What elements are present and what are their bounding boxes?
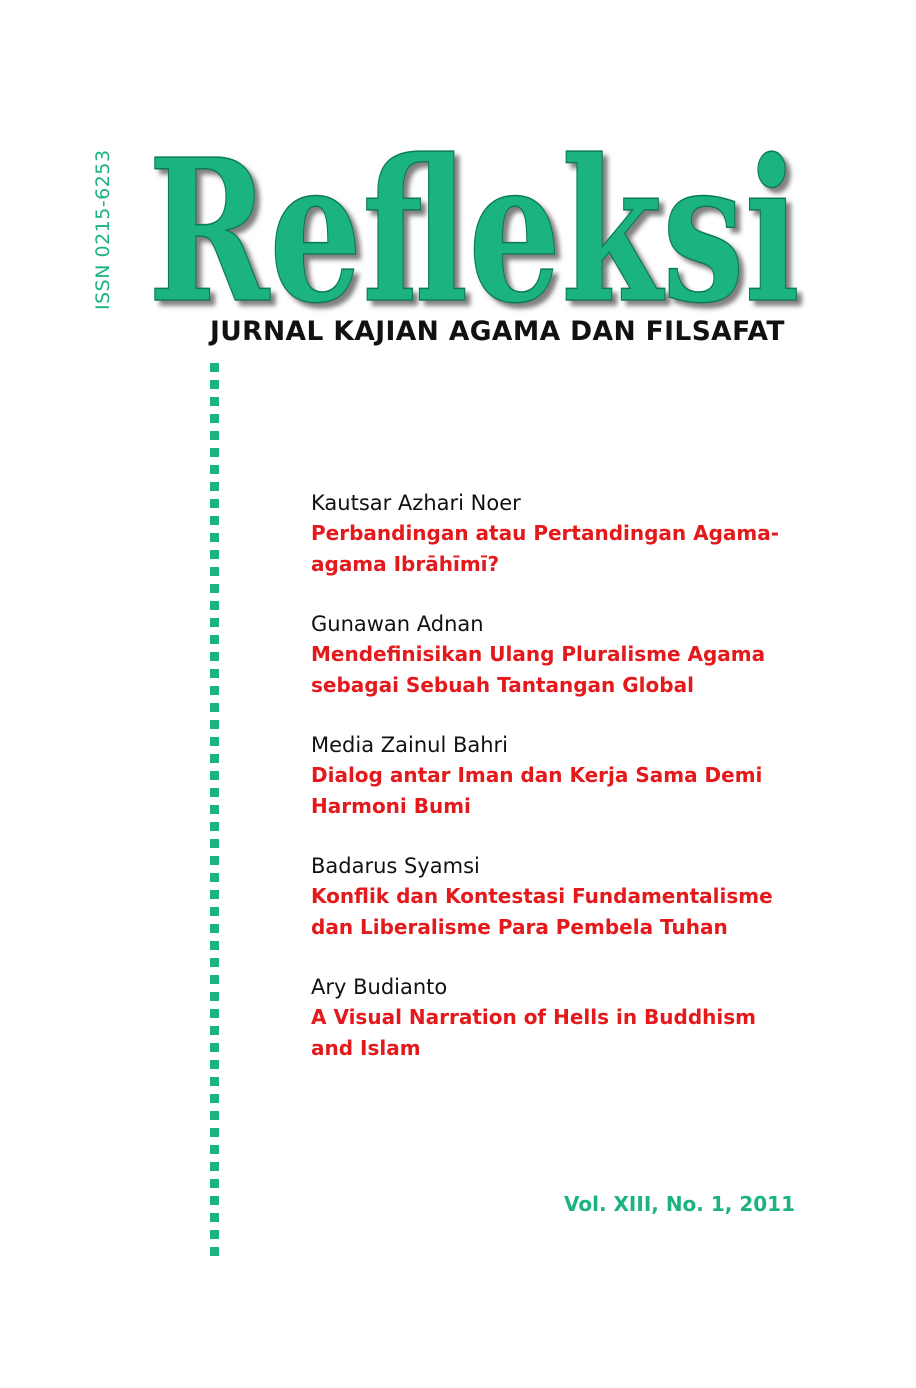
divider-dot (210, 1026, 219, 1035)
divider-dot (210, 1094, 219, 1103)
divider-dot (210, 1111, 219, 1120)
divider-dot (210, 1060, 219, 1069)
divider-dot (210, 363, 219, 372)
divider-dot (210, 431, 219, 440)
dotted-divider (210, 363, 220, 1264)
article-title: Perbandingan atau Pertandingan Agama-agama Ibrāhīmī? (311, 521, 780, 576)
divider-dot (210, 907, 219, 916)
divider-dot (210, 414, 219, 423)
article-author: Ary Budianto (311, 975, 448, 999)
journal-subtitle: JURNAL KAJIAN AGAMA DAN FILSAFAT (210, 316, 785, 347)
divider-dot (210, 1196, 219, 1205)
divider-dot (210, 652, 219, 661)
divider-dot (210, 992, 219, 1001)
divider-dot (210, 1162, 219, 1171)
divider-dot (210, 465, 219, 474)
divider-dot (210, 397, 219, 406)
journal-title: Refleksi (148, 128, 800, 328)
article-title: Dialog antar Iman dan Kerja Sama Demi Harmoni Bumi (311, 763, 763, 818)
divider-dot (210, 686, 219, 695)
divider-dot (210, 720, 219, 729)
divider-dot (210, 1009, 219, 1018)
divider-dot (210, 737, 219, 746)
article-title: A Visual Narration of Hells in Buddhism and Islam (311, 1005, 756, 1060)
divider-dot (210, 1247, 219, 1256)
article-entry-3 (311, 730, 811, 822)
article-author: Media Zainul Bahri (311, 733, 509, 757)
divider-dot (210, 482, 219, 491)
article-author: Gunawan Adnan (311, 612, 484, 636)
divider-dot (210, 703, 219, 712)
divider-dot (210, 1213, 219, 1222)
divider-dot (210, 1043, 219, 1052)
divider-dot (210, 448, 219, 457)
divider-dot (210, 856, 219, 865)
divider-dot (210, 618, 219, 627)
volume-info: Vol. XIII, No. 1, 2011 (563, 1192, 795, 1216)
divider-dot (210, 975, 219, 984)
divider-dot (210, 635, 219, 644)
divider-dot (210, 669, 219, 678)
journal-masthead (148, 128, 828, 328)
divider-dot (210, 601, 219, 610)
divider-dot (210, 924, 219, 933)
divider-dot (210, 1145, 219, 1154)
divider-dot (210, 873, 219, 882)
divider-dot (210, 567, 219, 576)
divider-dot (210, 584, 219, 593)
divider-dot (210, 516, 219, 525)
divider-dot (210, 550, 219, 559)
article-entry-2 (311, 609, 811, 701)
divider-dot (210, 499, 219, 508)
divider-dot (210, 754, 219, 763)
divider-dot (210, 788, 219, 797)
divider-dot (210, 958, 219, 967)
divider-dot (210, 771, 219, 780)
divider-dot (210, 805, 219, 814)
article-entry-5 (311, 972, 811, 1064)
divider-dot (210, 1128, 219, 1137)
divider-dot (210, 1077, 219, 1086)
article-title: Mendefinisikan Ulang Pluralisme Agama sebagai Sebuah Tantangan Global (311, 642, 766, 697)
divider-dot (210, 1230, 219, 1239)
article-author: Kautsar Azhari Noer (311, 491, 521, 515)
divider-dot (210, 890, 219, 899)
article-author: Badarus Syamsi (311, 854, 480, 878)
divider-dot (210, 822, 219, 831)
divider-dot (210, 1179, 219, 1188)
divider-dot (210, 941, 219, 950)
journal-title-logo (148, 128, 828, 328)
table-of-contents (311, 488, 811, 1093)
article-entry-1 (311, 488, 811, 580)
article-entry-4 (311, 851, 811, 943)
divider-dot (210, 839, 219, 848)
divider-dot (210, 380, 219, 389)
article-title: Konflik dan Kontestasi Fundamentalisme dan Liberalisme Para Pembela Tuhan (311, 884, 773, 939)
divider-dot (210, 533, 219, 542)
issn-label: ISSN 0215-6253 (92, 149, 114, 310)
